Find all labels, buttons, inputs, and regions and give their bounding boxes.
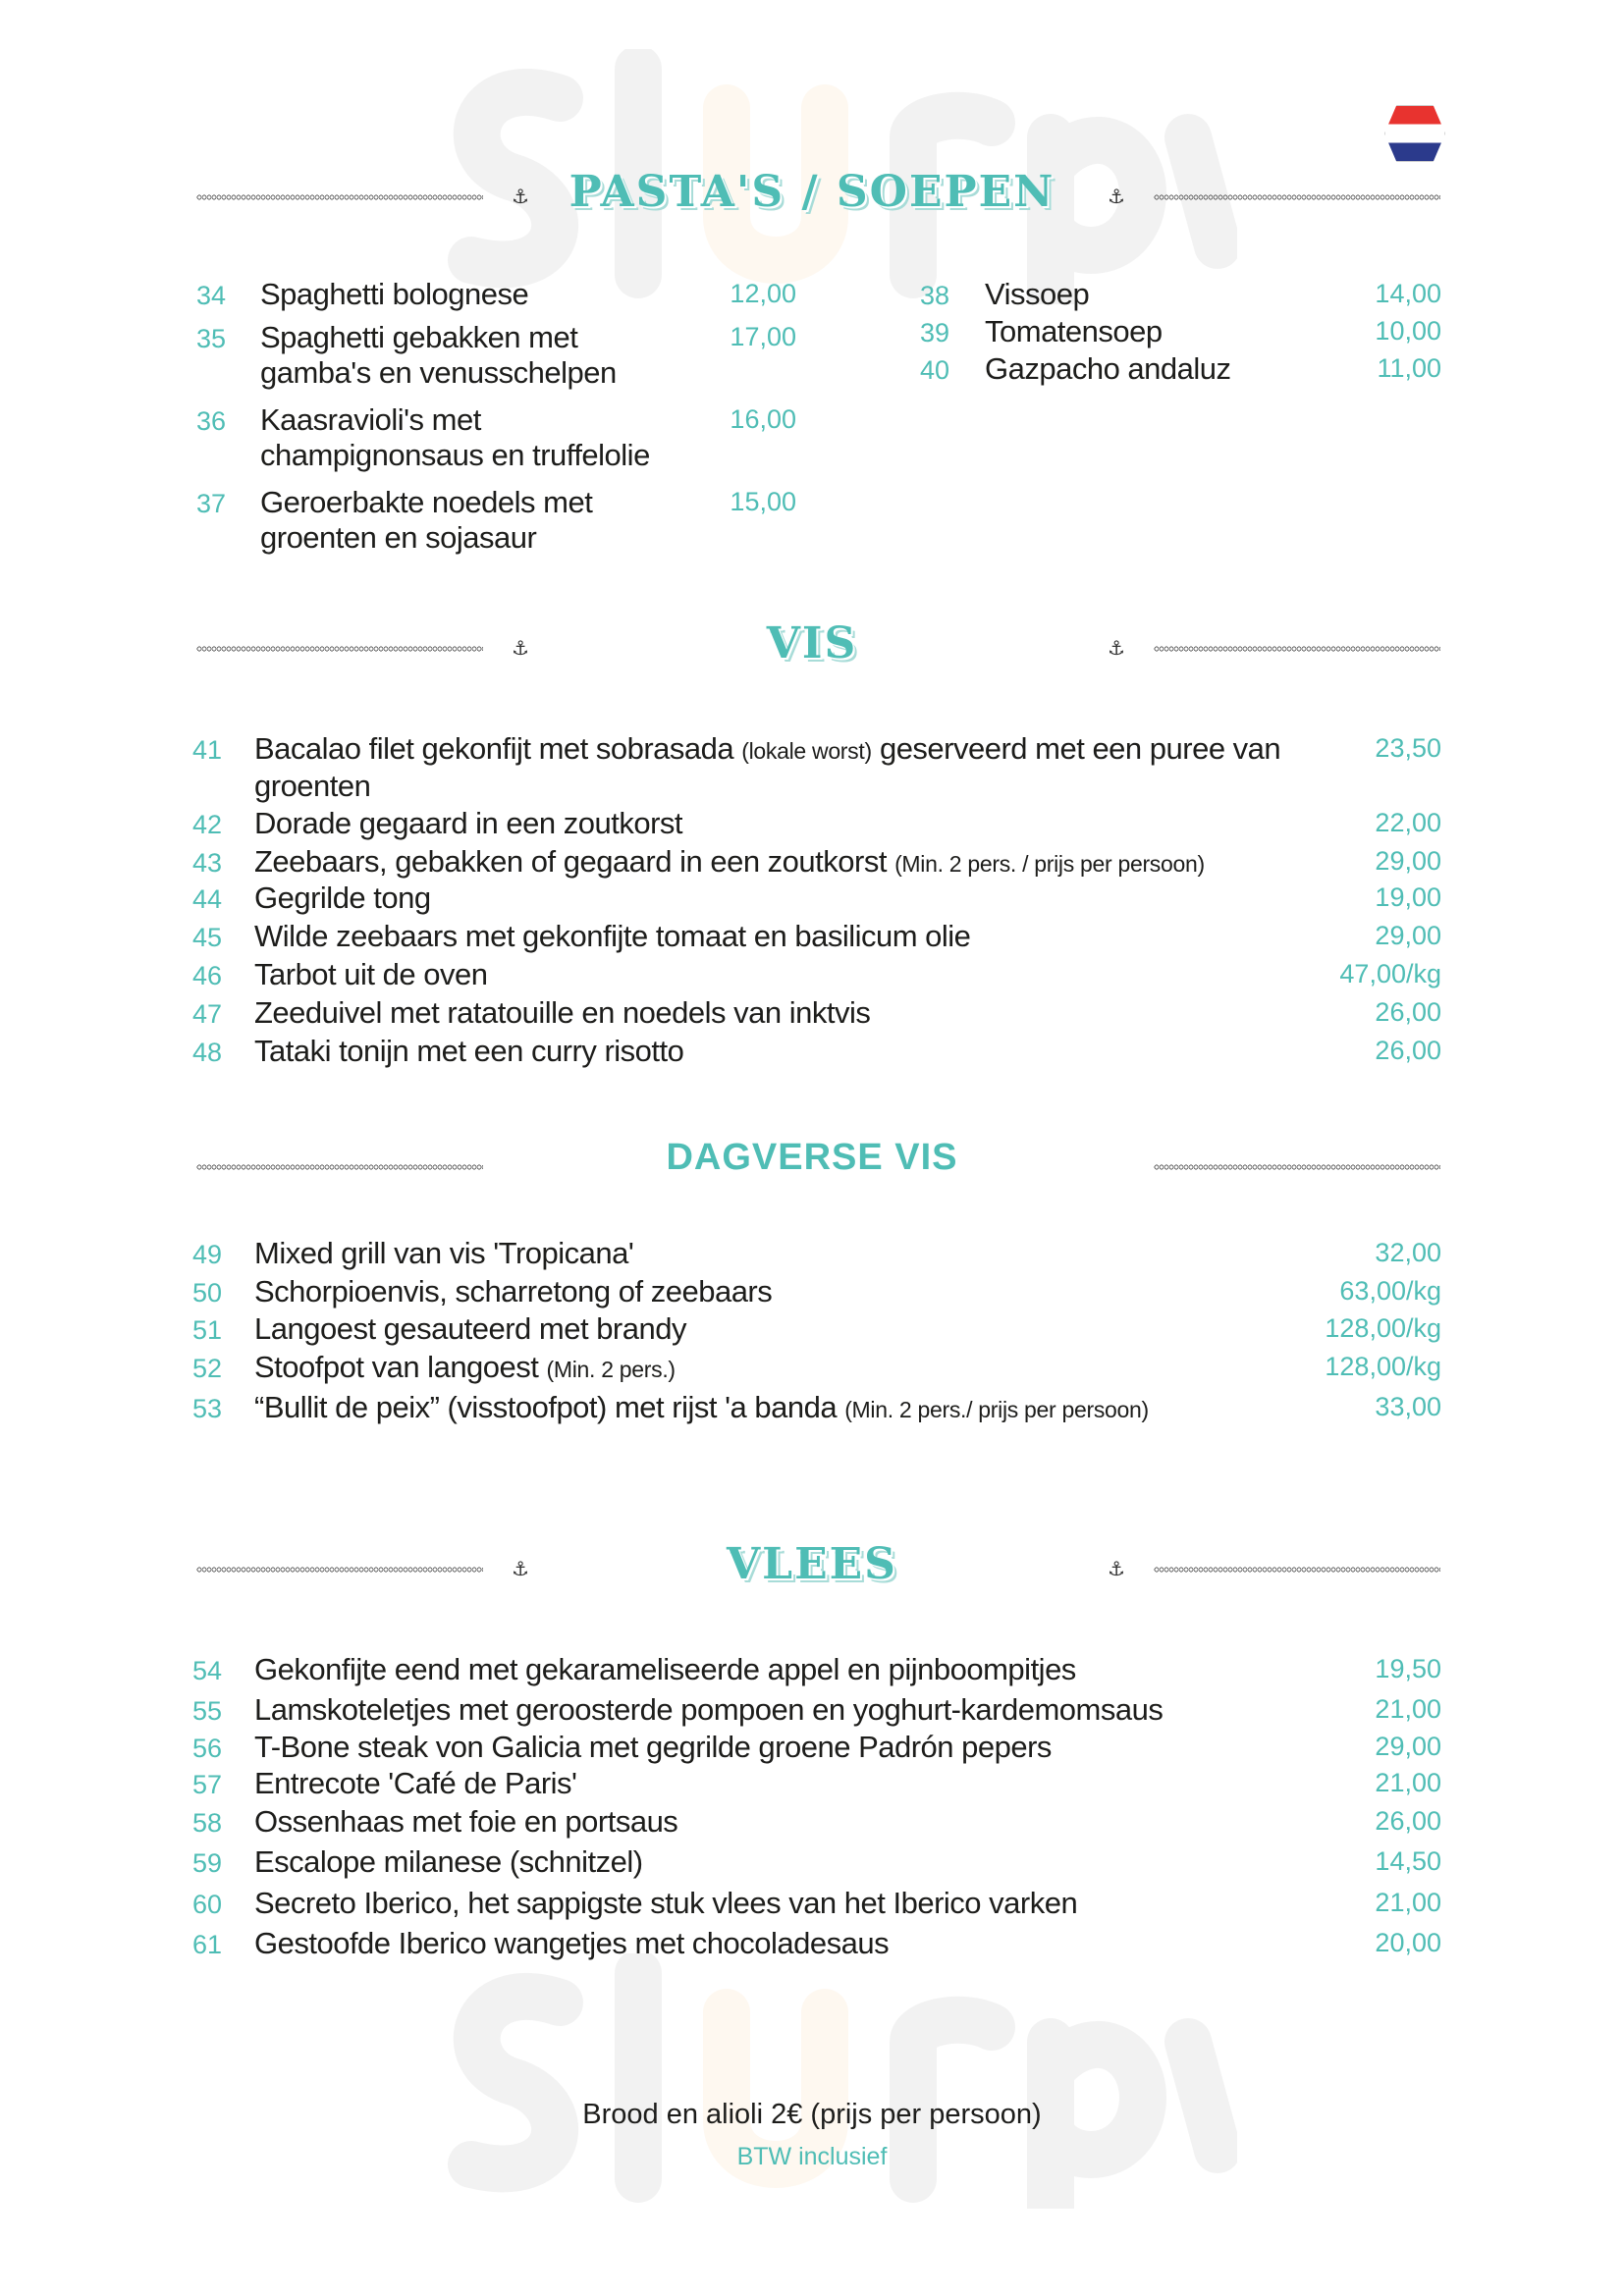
- item-number: 49: [191, 1240, 223, 1269]
- item-name: [254, 1350, 1354, 1387]
- item-name-text: Gestoofde Iberico wangetjes met chocoladesaus: [254, 1926, 890, 1960]
- item-name-text: Tataki tonijn met een curry risotto: [254, 1034, 684, 1068]
- item-number: 41: [191, 735, 223, 765]
- item-name: [985, 314, 1299, 349]
- item-number: 51: [191, 1315, 223, 1345]
- vat-note: BTW inclusief: [736, 2143, 888, 2170]
- item-price: 16,00: [730, 404, 796, 434]
- item-name: [260, 277, 692, 312]
- item-name-text: “Bullit de peix” (visstoofpot) met rijst 'a banda: [254, 1390, 838, 1424]
- item-name-text: Tomatensoep: [985, 314, 1163, 348]
- item-name: [260, 402, 692, 473]
- item-name: [254, 1926, 1354, 1961]
- item-price: 21,00: [1375, 1694, 1441, 1724]
- item-number: 54: [191, 1656, 223, 1685]
- item-name: [254, 1034, 1354, 1069]
- item-number: 42: [191, 810, 223, 839]
- item-name-text: Vissoep: [985, 277, 1090, 311]
- item-price: 15,00: [730, 487, 796, 516]
- item-name-text: Geroerbakte noedels met groenten en sojasaur: [260, 485, 593, 555]
- item-name-text: Tarbot uit de oven: [254, 957, 488, 991]
- item-name-text: Escalope milanese (schnitzel): [254, 1844, 643, 1879]
- item-number: 34: [195, 281, 227, 310]
- item-name: [254, 1274, 1354, 1309]
- item-number: 44: [191, 884, 223, 914]
- anchor-icon: ⚓: [1108, 638, 1125, 660]
- item-name-text: Spaghetti bolognese: [260, 277, 529, 311]
- item-name: [254, 1730, 1354, 1765]
- item-name: [985, 351, 1299, 387]
- item-number: 43: [191, 848, 223, 878]
- item-name-text: Schorpioenvis, scharretong of zeebaars: [254, 1274, 773, 1308]
- item-price: 19,00: [1375, 882, 1441, 912]
- item-name-text: Entrecote 'Café de Paris': [254, 1766, 577, 1800]
- item-name: [254, 731, 1305, 804]
- item-name: [985, 277, 1299, 312]
- item-number: 61: [191, 1930, 223, 1959]
- item-name: [260, 485, 692, 556]
- item-price: 19,50: [1375, 1654, 1441, 1683]
- item-name-text: Gegrilde tong: [254, 881, 431, 915]
- item-name-text: Zeebaars, gebakken of gegaard in een zoutkorst: [254, 844, 887, 879]
- item-number: 36: [195, 406, 227, 436]
- section-title: VLEES: [727, 1539, 897, 1589]
- item-name-text: Langoest gesauteerd met brandy: [254, 1311, 686, 1346]
- item-price: 14,00: [1375, 279, 1441, 308]
- item-number: 58: [191, 1808, 223, 1838]
- item-price: 14,50: [1375, 1846, 1441, 1876]
- item-price: 29,00: [1375, 1732, 1441, 1761]
- item-number: 59: [191, 1848, 223, 1878]
- item-name-text: Dorade gegaard in een zoutkorst: [254, 806, 683, 840]
- anchor-icon: ⚓: [1108, 1559, 1125, 1580]
- anchor-icon: ⚓: [1108, 187, 1125, 208]
- item-name-text: Stoofpot van langoest: [254, 1350, 539, 1384]
- section-title: DAGVERSE VIS: [666, 1137, 958, 1178]
- item-name-text: Mixed grill van vis 'Tropicana': [254, 1236, 634, 1270]
- item-name-text: Spaghetti gebakken met gamba's en venusschelpen: [260, 320, 617, 390]
- item-number: 53: [191, 1394, 223, 1423]
- item-price: 23,50: [1375, 733, 1441, 763]
- item-price: 26,00: [1375, 1806, 1441, 1836]
- item-price: 47,00/kg: [1339, 959, 1441, 988]
- item-name-text: Secreto Iberico, het sappigste stuk vlees van het Iberico varken: [254, 1886, 1078, 1920]
- item-number: 39: [919, 318, 950, 347]
- item-name: [254, 1390, 1354, 1427]
- item-number: 47: [191, 999, 223, 1029]
- item-price: 11,00: [1377, 353, 1441, 383]
- item-name-text: Bacalao filet gekonfijt met sobrasada: [254, 731, 734, 766]
- item-name-text: Zeeduivel met ratatouille en noedels van inktvis: [254, 995, 871, 1030]
- item-name-text: Gazpacho andaluz: [985, 351, 1231, 386]
- item-name: [254, 1886, 1354, 1921]
- item-name: [254, 995, 1354, 1031]
- item-price: 21,00: [1375, 1888, 1441, 1917]
- item-price: 17,00: [730, 322, 796, 351]
- item-price: 20,00: [1375, 1928, 1441, 1957]
- item-name: [254, 806, 1354, 841]
- dutch-flag-icon[interactable]: [1384, 105, 1445, 162]
- item-name: [254, 1692, 1354, 1728]
- item-name-continued: geserveerd met een puree van groenten: [254, 731, 1281, 803]
- item-name: [254, 881, 1354, 916]
- item-number: 46: [191, 961, 223, 990]
- item-name: [254, 1844, 1354, 1880]
- item-note: (Min. 2 pers. / prijs per persoon): [894, 851, 1205, 877]
- item-price: 26,00: [1375, 1036, 1441, 1065]
- anchor-icon: ⚓: [512, 187, 529, 208]
- item-number: 52: [191, 1354, 223, 1383]
- item-name: [254, 1652, 1354, 1687]
- item-price: 33,00: [1375, 1392, 1441, 1421]
- item-price: 29,00: [1375, 846, 1441, 876]
- anchor-icon: ⚓: [512, 638, 529, 660]
- section-title: PASTA'S / SOEPEN: [568, 167, 1056, 217]
- item-name-text: T-Bone steak von Galicia met gegrilde groene Padrón pepers: [254, 1730, 1052, 1764]
- section-title: VIS: [766, 618, 858, 668]
- item-name: [260, 320, 692, 391]
- item-name-text: Wilde zeebaars met gekonfijte tomaat en basilicum olie: [254, 919, 971, 953]
- item-number: 37: [195, 489, 227, 518]
- item-name: [254, 957, 1354, 992]
- item-number: 45: [191, 923, 223, 952]
- item-price: 128,00/kg: [1325, 1313, 1441, 1343]
- item-price: 12,00: [730, 279, 796, 308]
- item-price: 32,00: [1375, 1238, 1441, 1267]
- item-number: 60: [191, 1890, 223, 1919]
- item-price: 128,00/kg: [1325, 1352, 1441, 1381]
- anchor-icon: ⚓: [512, 1559, 529, 1580]
- item-name: [254, 919, 1354, 954]
- item-note: (lokale worst): [741, 738, 872, 764]
- item-price: 21,00: [1375, 1768, 1441, 1797]
- item-number: 40: [919, 355, 950, 385]
- item-name-text: Lamskoteletjes met geroosterde pompoen en yoghurt-kardemomsaus: [254, 1692, 1164, 1727]
- item-name-text: Gekonfijte eend met gekarameliseerde appel en pijnboompitjes: [254, 1652, 1076, 1686]
- item-number: 50: [191, 1278, 223, 1308]
- item-note: (Min. 2 pers./ prijs per persoon): [844, 1397, 1149, 1422]
- item-name: [254, 1766, 1354, 1801]
- item-price: 63,00/kg: [1339, 1276, 1441, 1306]
- item-price: 22,00: [1375, 808, 1441, 837]
- item-name: [254, 1311, 1354, 1347]
- item-number: 55: [191, 1696, 223, 1726]
- item-note: (Min. 2 pers.): [546, 1357, 676, 1382]
- item-name-text: Kaasravioli's met champignonsaus en truffelolie: [260, 402, 650, 472]
- bread-note: Brood en alioli 2€ (prijs per persoon): [582, 2099, 1042, 2130]
- item-price: 26,00: [1375, 997, 1441, 1027]
- item-number: 38: [919, 281, 950, 310]
- item-price: 10,00: [1375, 316, 1441, 346]
- item-number: 35: [195, 324, 227, 353]
- item-name: [254, 1236, 1354, 1271]
- item-name: [254, 1804, 1354, 1840]
- item-price: 29,00: [1375, 921, 1441, 950]
- item-name-text: Ossenhaas met foie en portsaus: [254, 1804, 678, 1839]
- item-number: 56: [191, 1734, 223, 1763]
- item-number: 57: [191, 1770, 223, 1799]
- item-name: [254, 844, 1354, 881]
- item-number: 48: [191, 1038, 223, 1067]
